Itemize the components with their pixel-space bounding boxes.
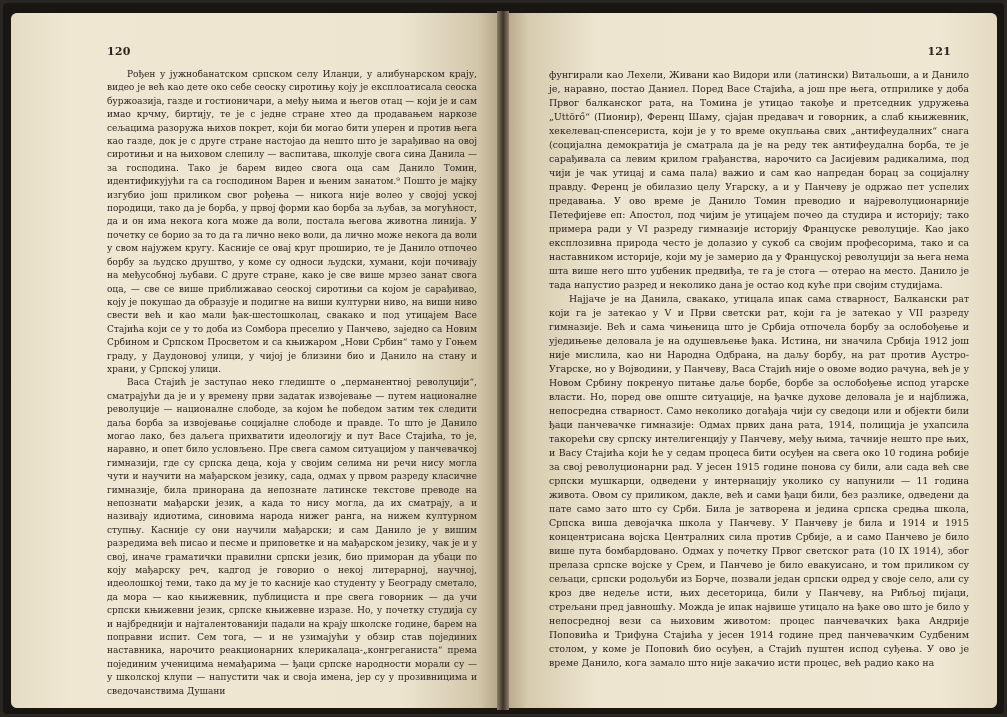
book-spread [3, 3, 1004, 714]
paragraph: фунгирали као Лехели, Живани као Видори или (латински) Витальоши, а и Данило је, наравно, постао Даниел. Поред Васе Стајића, а још пре њега, отприлике у доба Првог балканског рата, на Томина је утицао такође и претседник удружења „Uttörő“ (Пионир), Ференц Шаму, сјајан предавач и говорник, а слаб књижевник, хекелевац-спенсериста, који је у то време окупљања свих „антифеудалних“ снага (социјална демократија је сматрала да је на реду тек антифеудална борба, те је сарађивала са левим крилом грађанства, нарочито са Јасијевим радикалима, под чији је чак утицај и сама пала) важио и сам као напредан борац за социјалну правду. Ференц је обилазио целу Угарску, а и у Панчеву је одржао пет успелих предавања. У ово време је Данило Томин преводио и најреволуционарније Петефијеве еп: Апостол, под чијим је утицајем почео да студира и историју; тако примера ради у VI разреду гимназије историју Француске револуције. Као јако експлозивна природа често је долазио у сукоб са својим професорима, тако и са наставником историје, који му је замерио да у Француској револуцији за њега нема шта више него што уџбеник предвиђа, те га је стога — отерао на место. Данило је тада напустио разред и неколико дана је остао код куће при својим студијама. [549, 70, 969, 291]
page-body [549, 69, 969, 671]
left-page [11, 13, 497, 708]
book-gutter [497, 11, 509, 710]
page-body [107, 69, 477, 699]
right-page [509, 13, 997, 708]
paragraph: Васа Стајић је заступао неко гледиште о „перманентној револуцији“, сматрајући да је и у времену први задатак извојевање — путем националне револуције — националне слободе, за којом ће победом затим тек следити даља борба за извојевање социјалне слободе и правде. То што је Данило могао лако, без даљега прихватити идеологију и пут Васе Стајића, то је, наравно, и опет било условљено. Пре свега самом ситуацијом у панчевачкој гимназији, где су српска деца, која у својим селима ни речи нису могла чути и научити на мађарском језику, сада, одмах у првом разреду класичне гимназије, била принорана да непознате латинске текстове преводе на непознати мађарски језик, а када то нису могла, да их сматрају, а и називају идиотима, синовима народа нижег ранга, на нижем културном ступњу. Касније су они научили мађарски; и сам Данило је у вишим разредима већ писао и песме и приповетке и на мађарском језику, чак је и у свој, иначе граматички правилни српски језик, био приморан да убаци по коју мађарску реч, кадгод је говорио о некој литерарној, научној, идеолошкој теми, тако да му је то касније као студенту у Београду сметало, да мора — као књижевник, публициста и пре свега говорник — да учи српски књижевни језик, српске књижевне изразе. Но, у почетку студија су и најбреднији и најталентованији падали на крају школске године, барем на поправни испит. Сем тога, — и не узимајући у обзир став појединих наставника, нарочито реакционарних клерикалаца-„конгреганиста“ према појединим ученицима немађарима — ђаци српске народности морали су — у школској клупи — напустити чак и своја имена, јер су у прозивницима и сведочанствима Душани [107, 378, 477, 697]
paragraph: Рођен у јужнобанатском српском селу Иланџи, у алибунарском крају, видео је већ као дете око себе сеоску сиротињу коју је експлоатисала сеоска буржоазија, газде и гостионичари, а међу њима и његов отац — који је и сам имао крчму, биртију, те је с једне стране хтео да продавањем наркозе сељацима разоружа њихов покрет, који би могао бити уперен и против њега као газде, док је с друге стране настојао да нешто што је зарађивао на овој сиротињи и на њиховом слепилу — васпитава, школује свога сина Данила — за господина. Тако је барем видео свога оца сам Данило Томин, идентификујући га са господином Варен и њеним занатом.⁹ Пошто је мајку изгубио још приликом свог рођења — никога није волео у својој уској породици, тако да је борба, у првој форми као борба за љубав, за могућност, да и он има некога кога може да воли, постала његова животна линија. У почетку се борио за то да га лично неко воли, да лично може некога да воли у свом најужем кругу. Касније се овај круг проширио, те је Данило отпочео борбу за људско друштво, у коме су односи људски, хумани, који почивају на међусобној љубави. С друге стране, како је све више мрзео занат свога оца, — све се више приближавао сеоској сиротињи са којом је сарађивао, коју је покушао да образује и подигне на виши културни ниво, на виши ниво свести већ и као мали ђак-шестошколац, свакако и под утицајем Васе Стајића који се у то доба из Сомбора преселио у Панчево, заједно са Новим Србином и Српском Просветом и са књижаром „Нови Србин“ тамо у Гоњем граду, у Даудоновој улици, у чијој је близини био и Данило на стану и храни, у Српској улици. [107, 70, 477, 375]
page-number: 121 [927, 45, 951, 58]
paragraph: Најјаче је на Данила, свакако, утицала ипак сама стварност, Балкански рат који га је затекао у V и Први светски рат, који га је затекао у VII разреду гимназије. Већ и сама чињеница што је Србија отпочела борбу за ослобођење и уједињење деловала је на одушевљење ђака. Истина, ни значила Србија 1912 још није мислила, као ни Народна Одбрана, на даљу борбу, на рат против Аустро-Угарске, но у Војводини, у Панчеву, Васа Стајић није о овоме водио рачуна, већ је у Новом Србину покренуо питање даље борбе, борбе за ослобођење испод угарске власти. Но, поред ове опште ситуације, на ђачке духове деловала је и најближа, непосредна стварност. Само неколико догађаја чији су сведоци или и објекти били ђаци панчевачке гимназије: Одмах првих дана рата, 1914, полиција је ухапсила такорећи сву српску интелигенцију у Панчеву, међу њима, тачније нешто пре њих, и Васу Стајића који ће у седам процеса бити осуђен на свега око 10 година робије за свој револуционарни рад. У јесен 1915 године понова су били, али сада већ све српски мушкарци, одведени у интернацију уколико су напунили — 11 година живота. Овом су приликом, дакле, већ и сами ђаци били, без разлике, одведени да пате само зато што су Срби. Била је затворена и једина српска средња школа, Српска виша девојачка школа у Панчеву. У Панчеву је била и 1914 и 1915 концентрисана војска Централних сила против Србије, а и само Панчево је било више пута бомбардовано. Одмах у почетку Првог светског рата (10 IX 1914), због прелаза српске војске у Срем, и Панчево је било евакуисано, и том приликом су сељаци, српски родољуби из Борче, позвали један српски одред у своје село, али су кроз две недеље исти, њих десеторица, били у Панчеву, на Рибљој пијаци, стрељани пред јавношћу. Можда је ипак највише утицало на ђаке ово што је било у непосредној вези са њиховим животом: процес панчевачких ђака Андрије Поповића и Трифуна Стајића у јесен 1914 године пред панчевачким Судбеним столом, у коме је Поповић био осуђен, а Стајић пуштен испод суђења. У ово је време Данило, кога замало што није закачио исти процес, већ радио како на [549, 294, 969, 669]
page-number: 120 [107, 45, 131, 58]
